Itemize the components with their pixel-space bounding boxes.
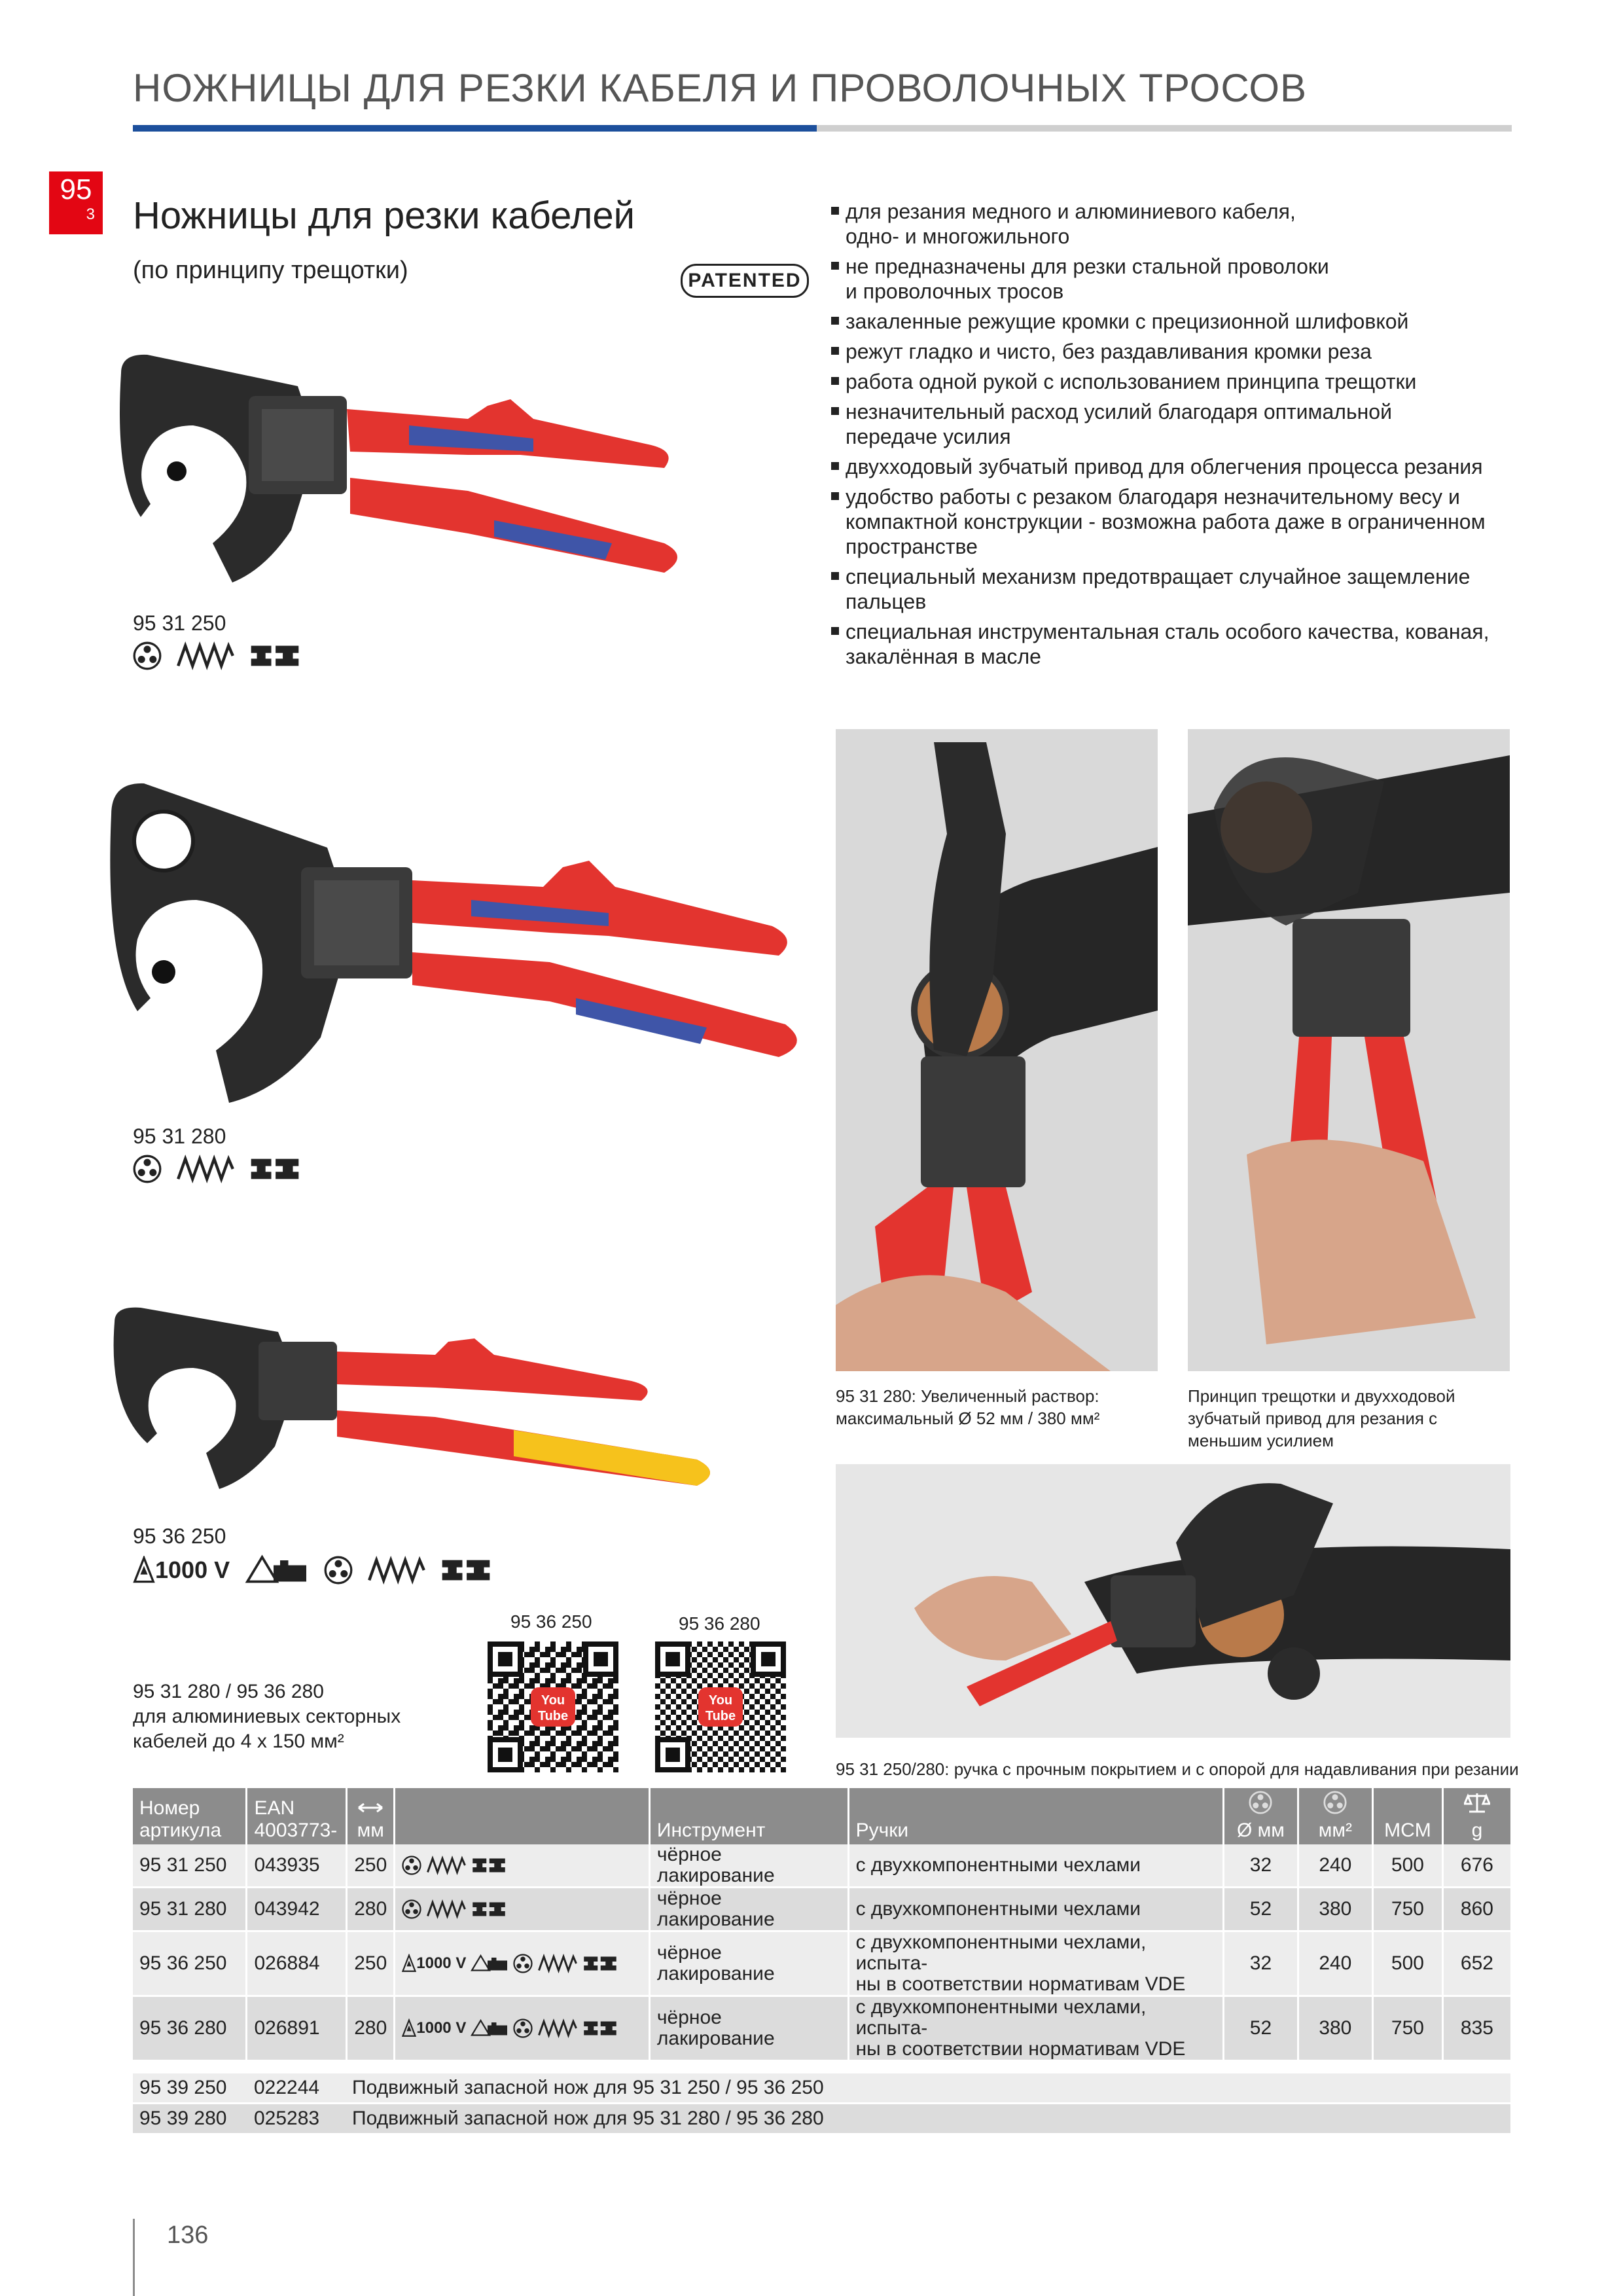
patented-badge: PATENTED — [681, 264, 809, 298]
ratchet-zigzag-icon — [176, 641, 235, 670]
symbols-cell — [395, 1931, 650, 1996]
ean-cell: 043942 — [247, 1888, 347, 1931]
multi-strand-cable-icon — [324, 1556, 353, 1585]
cable-cross-section-icon — [1323, 1791, 1347, 1814]
table-row — [133, 1888, 1510, 1931]
diameter-cell: 32 — [1224, 1844, 1298, 1888]
chapter-subnumber: 3 — [86, 206, 95, 223]
weight-cell: 652 — [1442, 1931, 1510, 1996]
aluminium-cable-note: 95 31 280 / 95 36 280 для алюминиевых секторных кабелей до 4 x 150 мм² — [133, 1681, 401, 1752]
multi-strand-cable-icon — [513, 1954, 533, 1973]
qr-label: 95 36 250 — [510, 1611, 592, 1632]
ean-cell: 022244 — [247, 2073, 346, 2104]
table-row — [133, 2073, 1510, 2104]
handles-cell: с двухкомпонентными чехлами, испыта- ны в соответствии нормативам VDE — [848, 1931, 1224, 1996]
vde-voltage-symbol — [402, 2018, 466, 2039]
symbols-cell — [395, 1996, 650, 2061]
col-tool: Инструмент — [649, 1788, 848, 1844]
product-code: 95 31 250 — [133, 611, 226, 635]
diameter-cell: 32 — [1224, 1931, 1298, 1996]
product-code: 95 31 280 — [133, 1124, 226, 1148]
youtube-badge-bottom: Tube — [537, 1709, 569, 1723]
voltage-label: 1000 V — [155, 1556, 230, 1583]
area-cell: 240 — [1298, 1844, 1372, 1888]
qr-label: 95 36 280 — [679, 1613, 760, 1634]
section-title: Ножницы для резки кабелей — [133, 194, 635, 237]
feature-item: для резания медного и алюминиевого кабеля, одно- и многожильного — [830, 199, 1510, 249]
qr-code-video-link[interactable] — [488, 1641, 618, 1772]
photo-caption: Принцип трещотки и двухходовой зубчатый привод для резания с меньшим усилием — [1188, 1386, 1455, 1450]
features-list — [830, 199, 1510, 674]
weight-cell: 860 — [1442, 1888, 1510, 1931]
multi-strand-cable-icon — [133, 1155, 162, 1183]
length-cell: 250 — [347, 1931, 395, 1996]
tool-cell: чёрное лакирование — [649, 1844, 848, 1888]
area-cell: 240 — [1298, 1931, 1372, 1996]
cable-cross-section-icon — [1249, 1791, 1272, 1814]
col-diameter — [1224, 1788, 1298, 1844]
feature-item: специальная инструментальная сталь особого качества, кованая, закалённая в масле — [830, 619, 1510, 669]
two-component-handle-icon — [471, 1856, 507, 1875]
article-cell: 95 31 250 — [133, 1844, 247, 1888]
length-unit: мм — [357, 1820, 384, 1841]
tool-cell: чёрное лакирование — [649, 1888, 848, 1931]
col-area — [1298, 1788, 1372, 1844]
qr-code-video-link[interactable] — [655, 1641, 786, 1772]
ratchet-zigzag-icon — [425, 1856, 467, 1875]
ean-cell: 025283 — [247, 2104, 346, 2134]
ean-cell: 026884 — [247, 1931, 347, 1996]
vde-triangle-icon — [402, 1954, 416, 1973]
table-row — [133, 1996, 1510, 2061]
area-cell: 380 — [1298, 1888, 1372, 1931]
youtube-badge-top: You — [708, 1693, 733, 1708]
table-row — [133, 2104, 1510, 2134]
ratchet-zigzag-icon — [537, 1954, 579, 1973]
two-component-handle-icon — [471, 1899, 507, 1919]
col-article: Номер артикула — [133, 1788, 247, 1844]
weight-cell: 676 — [1442, 1844, 1510, 1888]
length-cell: 280 — [347, 1888, 395, 1931]
product-image-95-36-250 — [108, 1302, 717, 1492]
header-rule — [133, 125, 817, 132]
diameter-cell: 52 — [1224, 1996, 1298, 2061]
mcm-cell: 750 — [1373, 1996, 1443, 2061]
feature-item: не предназначены для резки стальной проволоки и проволочных тросов — [830, 254, 1510, 304]
diameter-unit: Ø мм — [1236, 1820, 1285, 1841]
multi-strand-cable-icon — [513, 2018, 533, 2038]
weight-scale-icon — [1464, 1791, 1490, 1814]
feature-item: двухходовый зубчатый привод для облегчения процесса резания — [830, 454, 1510, 479]
photo-caption: 95 31 280: Увеличенный раствор: максимальный Ø 52 мм / 380 мм² — [836, 1386, 1100, 1428]
row-symbols — [402, 1856, 642, 1875]
ean-cell: 026891 — [247, 1996, 347, 2061]
header-title: НОЖНИЦЫ ДЛЯ РЕЗКИ КАБЕЛЯ И ПРОВОЛОЧНЫХ ТРОСОВ — [133, 66, 1308, 110]
photo-caption: 95 31 250/280: ручка с прочным покрытием и с опорой для надавливания при резании — [836, 1759, 1519, 1779]
col-ean: EAN 4003773- — [247, 1788, 347, 1844]
col-length — [347, 1788, 395, 1844]
article-cell: 95 39 280 — [133, 2104, 247, 2134]
insulated-tool-icon — [470, 2018, 509, 2038]
area-cell: 380 — [1298, 1996, 1372, 2061]
handles-cell: с двухкомпонентными чехлами — [848, 1888, 1224, 1931]
table-row — [133, 1844, 1510, 1888]
multi-strand-cable-icon — [133, 641, 162, 670]
ratchet-zigzag-icon — [537, 2018, 579, 2038]
multi-strand-cable-icon — [402, 1899, 421, 1919]
product-symbols — [133, 1155, 300, 1183]
diameter-cell: 52 — [1224, 1888, 1298, 1931]
product-symbols — [133, 641, 300, 670]
handles-cell: с двухкомпонентными чехлами, испыта- ны в соответствии нормативам VDE — [848, 1996, 1224, 2061]
two-component-handle-icon — [249, 1155, 300, 1183]
feature-item: специальный механизм предотвращает случайное защемление пальцев — [830, 564, 1510, 614]
feature-item: работа одной рукой с использованием принципа трещотки — [830, 369, 1510, 394]
photo-hand-ratchet — [1188, 729, 1510, 1371]
two-component-handle-icon — [582, 2018, 618, 2038]
two-component-handle-icon — [582, 1954, 618, 1973]
insulated-tool-icon — [244, 1554, 310, 1587]
area-unit: мм² — [1318, 1820, 1352, 1841]
multi-strand-cable-icon — [402, 1856, 421, 1875]
mcm-cell: 500 — [1373, 1931, 1443, 1996]
product-symbols — [133, 1554, 491, 1587]
symbols-cell — [395, 1844, 650, 1888]
description-cell: Подвижный запасной нож для 95 31 280 / 95 36 280 — [346, 2104, 1510, 2134]
mcm-cell: 750 — [1373, 1888, 1443, 1931]
ratchet-zigzag-icon — [425, 1899, 467, 1919]
vde-triangle-icon — [402, 2018, 416, 2038]
row-symbols — [402, 2018, 642, 2039]
symbols-cell — [395, 1888, 650, 1931]
col-handles: Ручки — [848, 1788, 1224, 1844]
spare-parts-table — [133, 2073, 1510, 2135]
table-row — [133, 1931, 1510, 1996]
section-subtitle: (по принципу трещотки) — [133, 257, 408, 284]
photo-cutter-in-cable — [836, 729, 1158, 1371]
weight-cell: 835 — [1442, 1996, 1510, 2061]
voltage-label: 1000 V — [416, 2019, 467, 2037]
col-weight — [1442, 1788, 1510, 1844]
row-symbols — [402, 1899, 642, 1919]
weight-unit: g — [1471, 1820, 1483, 1841]
voltage-label: 1000 V — [416, 1954, 467, 1972]
footer-rule — [133, 2219, 135, 2296]
article-cell: 95 39 250 — [133, 2073, 247, 2104]
product-image-95-31-250 — [101, 347, 730, 596]
mcm-cell: 500 — [1373, 1844, 1443, 1888]
vde-voltage-symbol — [133, 1556, 230, 1585]
spec-table — [133, 1788, 1510, 2062]
article-cell: 95 31 280 — [133, 1888, 247, 1931]
two-component-handle-icon — [249, 641, 300, 670]
two-component-handle-icon — [440, 1556, 491, 1585]
length-cell: 280 — [347, 1996, 395, 2061]
col-mcm: MCM — [1373, 1788, 1443, 1844]
col-symbols — [395, 1788, 650, 1844]
ratchet-zigzag-icon — [176, 1155, 235, 1183]
handles-cell: с двухкомпонентными чехлами — [848, 1844, 1224, 1888]
description-cell: Подвижный запасной нож для 95 31 250 / 95 36 250 — [346, 2073, 1510, 2104]
page-number: 136 — [167, 2221, 209, 2249]
chapter-number: 95 — [60, 173, 92, 206]
ratchet-zigzag-icon — [367, 1556, 426, 1585]
table-header-row — [133, 1788, 1510, 1844]
product-image-95-31-280 — [105, 776, 798, 1116]
feature-item: режут гладко и чисто, без раздавливания кромки реза — [830, 339, 1510, 364]
tool-cell: чёрное лакирование — [649, 1931, 848, 1996]
feature-item: незначительный расход усилий благодаря оптимальной передаче усилия — [830, 399, 1510, 449]
feature-item: закаленные режущие кромки с прецизионной шлифовкой — [830, 309, 1510, 334]
chapter-badge — [49, 171, 103, 234]
row-symbols — [402, 1953, 642, 1974]
youtube-badge-top: You — [541, 1693, 565, 1708]
feature-item: удобство работы с резаком благодаря незначительному весу и компактной конструкции - возможна работа даже в ограниченном пространстве — [830, 484, 1510, 559]
photo-handle-cutting — [836, 1464, 1510, 1738]
tool-cell: чёрное лакирование — [649, 1996, 848, 2061]
header-rule-extension — [817, 125, 1512, 132]
ean-cell: 043935 — [247, 1844, 347, 1888]
insulated-tool-icon — [470, 1954, 509, 1973]
vde-voltage-symbol — [402, 1953, 466, 1974]
vde-triangle-icon — [133, 1556, 155, 1585]
length-cell: 250 — [347, 1844, 395, 1888]
length-arrow-icon — [357, 1801, 383, 1814]
article-cell: 95 36 280 — [133, 1996, 247, 2061]
product-code: 95 36 250 — [133, 1524, 226, 1548]
article-cell: 95 36 250 — [133, 1931, 247, 1996]
youtube-badge-bottom: Tube — [705, 1709, 736, 1723]
